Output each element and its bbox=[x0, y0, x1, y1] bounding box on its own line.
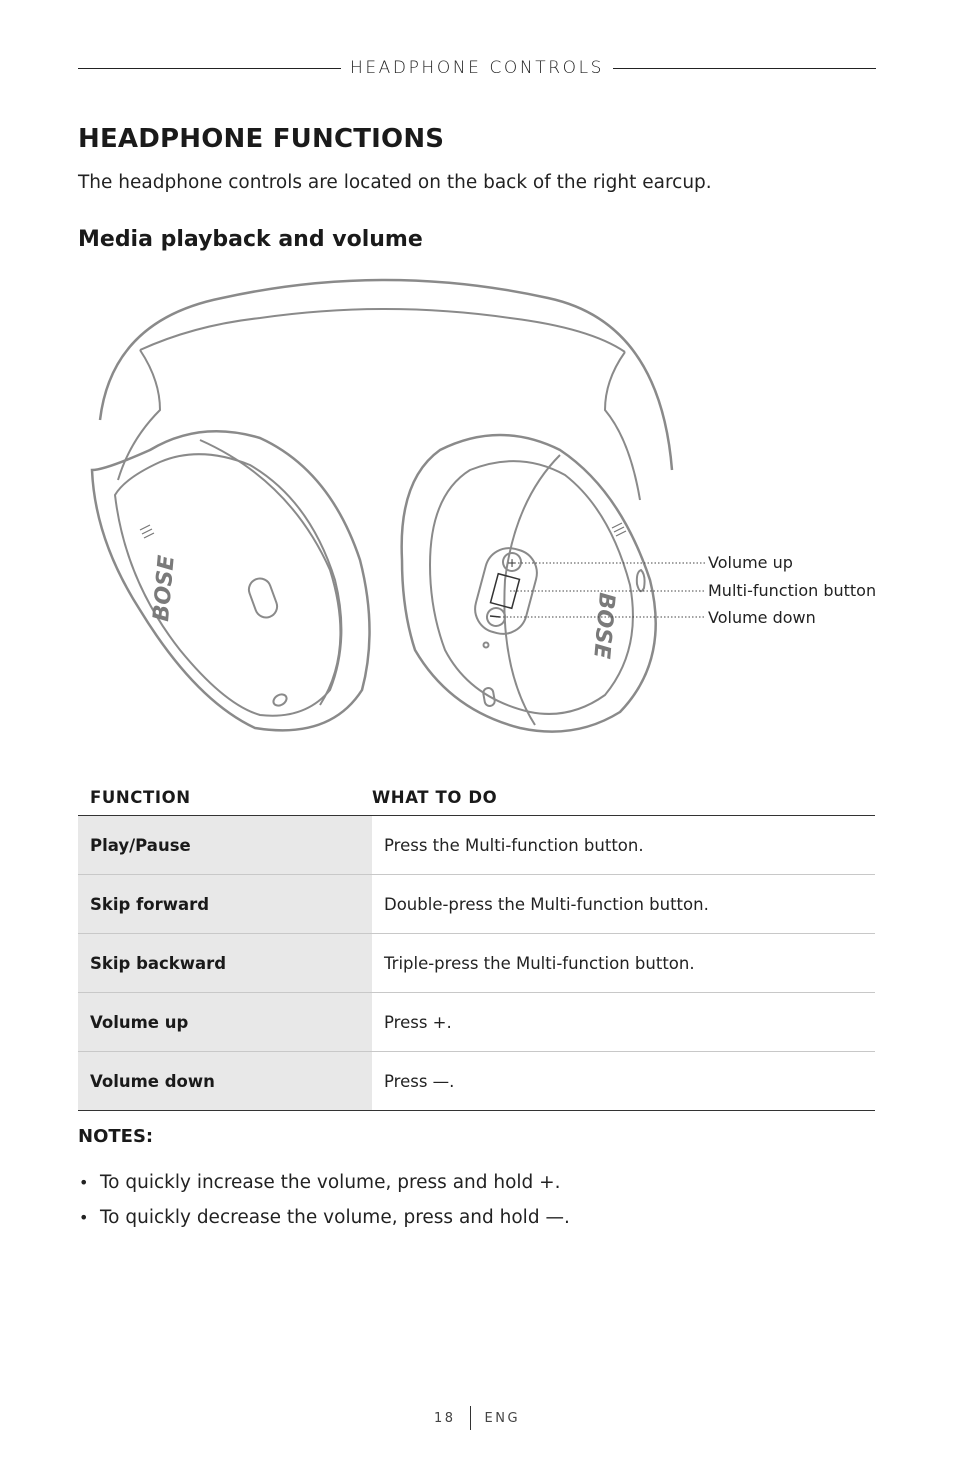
right-logo: BOSE bbox=[588, 591, 619, 660]
left-earcup-mic bbox=[271, 692, 288, 708]
section-header bbox=[78, 57, 876, 79]
plus-symbol: + bbox=[506, 556, 518, 570]
header-function: FUNCTION bbox=[90, 788, 191, 807]
functions-table bbox=[78, 780, 875, 1111]
row-function: Skip forward bbox=[78, 875, 372, 933]
left-mic-grille bbox=[140, 525, 154, 538]
headphones-illustration bbox=[88, 272, 708, 736]
status-light bbox=[484, 643, 489, 648]
footer-divider bbox=[470, 1406, 471, 1430]
right-earcup-inner bbox=[430, 461, 633, 714]
language-code: ENG bbox=[484, 1410, 521, 1426]
table-header bbox=[78, 780, 875, 816]
row-action: Press —. bbox=[384, 1071, 455, 1091]
callout-multi-function-button: Multi-function button bbox=[708, 581, 877, 600]
left-logo: BOSE bbox=[149, 554, 180, 623]
subsection-title: Media playback and volume bbox=[78, 227, 423, 252]
header-rule-left bbox=[78, 68, 341, 69]
notes-title: NOTES: bbox=[78, 1126, 154, 1147]
callout-volume-up: Volume up bbox=[708, 553, 793, 572]
left-earcup-inner bbox=[115, 454, 341, 716]
row-function: Volume down bbox=[78, 1052, 372, 1110]
note-item: • To quickly decrease the volume, press and hold —. bbox=[78, 1205, 868, 1240]
note-item: • To quickly increase the volume, press and hold +. bbox=[78, 1170, 868, 1205]
page-title: HEADPHONE FUNCTIONS bbox=[78, 124, 445, 154]
row-action: Double-press the Multi-function button. bbox=[384, 894, 709, 914]
row-function: Volume up bbox=[78, 993, 372, 1051]
headband-right-arm bbox=[605, 352, 640, 500]
header-rule-right bbox=[613, 68, 876, 69]
left-earcup-port bbox=[246, 575, 280, 620]
right-earcup-outer bbox=[402, 435, 656, 732]
minus-symbol bbox=[490, 616, 500, 617]
table-row bbox=[78, 816, 875, 875]
table-row bbox=[78, 993, 875, 1052]
intro-text: The headphone controls are located on the back of the right earcup. bbox=[78, 172, 712, 193]
callout-volume-down: Volume down bbox=[708, 608, 816, 627]
notes-list bbox=[78, 1170, 868, 1240]
section-header-text: HEADPHONE CONTROLS bbox=[349, 58, 605, 78]
header-what-to-do: WHAT TO DO bbox=[372, 788, 498, 807]
page-number: 18 bbox=[433, 1410, 456, 1426]
right-earcup-slider bbox=[637, 570, 645, 591]
table-row bbox=[78, 875, 875, 934]
row-function: Play/Pause bbox=[78, 816, 372, 874]
row-action: Triple-press the Multi-function button. bbox=[384, 953, 695, 973]
table-row bbox=[78, 934, 875, 993]
table-row bbox=[78, 1052, 875, 1111]
row-action: Press +. bbox=[384, 1012, 452, 1032]
headband-inner bbox=[140, 309, 625, 352]
right-mic-grille bbox=[612, 523, 626, 536]
row-function: Skip backward bbox=[78, 934, 372, 992]
row-action: Press the Multi-function button. bbox=[384, 835, 644, 855]
page-footer bbox=[0, 1406, 954, 1430]
